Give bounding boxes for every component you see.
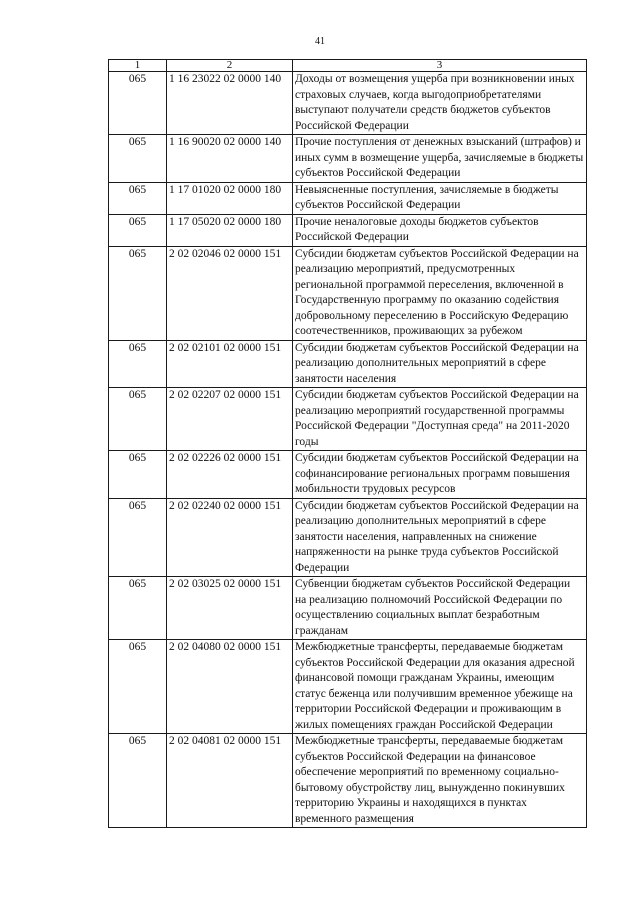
budget-code-cell: 1 16 23022 02 0000 140 — [167, 72, 293, 135]
admin-code-cell: 065 — [109, 135, 167, 183]
budget-code-cell: 1 17 01020 02 0000 180 — [167, 182, 293, 214]
income-name-cell: Субсидии бюджетам субъектов Российской Федерации на реализацию дополнительных мероприятий в сфере занятости населения, направленных на снижение напряженности на рынке труда субъектов Российской Федерации — [293, 498, 587, 577]
income-name-cell: Субвенции бюджетам субъектов Российской Федерации на реализацию полномочий Российской Федерации по осуществлению социальных выплат безработным гражданам — [293, 577, 587, 640]
page-number: 41 — [315, 36, 325, 47]
table-body — [109, 72, 587, 828]
table-header-row — [109, 60, 587, 72]
table-row — [109, 72, 587, 135]
admin-code-cell: 065 — [109, 72, 167, 135]
admin-code-cell: 065 — [109, 734, 167, 828]
budget-code-cell: 2 02 02207 02 0000 151 — [167, 388, 293, 451]
table-row — [109, 640, 587, 734]
admin-code-cell: 065 — [109, 577, 167, 640]
table-row — [109, 734, 587, 828]
income-name-cell: Прочие неналоговые доходы бюджетов субъектов Российской Федерации — [293, 214, 587, 246]
admin-code-cell: 065 — [109, 182, 167, 214]
income-name-cell: Субсидии бюджетам субъектов Российской Федерации на реализацию мероприятий государственной программы Российской Федерации "Доступная среда" на 2011-2020 годы — [293, 388, 587, 451]
admin-code-cell: 065 — [109, 451, 167, 499]
income-name-cell: Межбюджетные трансферты, передаваемые бюджетам субъектов Российской Федерации на финансовое обеспечение мероприятий по временному социально-бытовому обустройству лиц, вынужденно покинувших территорию Украины и находящихся в пунктах временного размещения — [293, 734, 587, 828]
budget-code-cell: 2 02 02046 02 0000 151 — [167, 246, 293, 340]
table-row — [109, 340, 587, 388]
budget-code-cell: 1 16 90020 02 0000 140 — [167, 135, 293, 183]
income-name-cell: Невыясненные поступления, зачисляемые в бюджеты субъектов Российской Федерации — [293, 182, 587, 214]
table-row — [109, 498, 587, 577]
admin-code-cell: 065 — [109, 340, 167, 388]
table-row — [109, 246, 587, 340]
table-row — [109, 214, 587, 246]
budget-code-cell: 2 02 03025 02 0000 151 — [167, 577, 293, 640]
table-row — [109, 135, 587, 183]
budget-code-cell: 1 17 05020 02 0000 180 — [167, 214, 293, 246]
table-row — [109, 451, 587, 499]
table-row — [109, 388, 587, 451]
budget-classification-table — [108, 59, 587, 828]
column-header-code: 2 — [167, 60, 293, 72]
admin-code-cell: 065 — [109, 214, 167, 246]
budget-code-cell: 2 02 02101 02 0000 151 — [167, 340, 293, 388]
column-header-name: 3 — [293, 60, 587, 72]
admin-code-cell: 065 — [109, 498, 167, 577]
income-name-cell: Субсидии бюджетам субъектов Российской Федерации на реализацию мероприятий, предусмотренных региональной программой переселения, включенной в Государственную программу по оказанию содействия добровольному переселению в Российскую Федерацию соотечественников, проживающих за рубежом — [293, 246, 587, 340]
budget-code-cell: 2 02 02240 02 0000 151 — [167, 498, 293, 577]
income-name-cell: Субсидии бюджетам субъектов Российской Федерации на реализацию дополнительных мероприятий в сфере занятости населения — [293, 340, 587, 388]
admin-code-cell: 065 — [109, 640, 167, 734]
income-name-cell: Субсидии бюджетам субъектов Российской Федерации на софинансирование региональных программ повышения мобильности трудовых ресурсов — [293, 451, 587, 499]
admin-code-cell: 065 — [109, 388, 167, 451]
income-name-cell: Доходы от возмещения ущерба при возникновении иных страховых случаев, когда выгодоприобретателями выступают получатели средств бюджетов субъектов Российской Федерации — [293, 72, 587, 135]
budget-code-cell: 2 02 04081 02 0000 151 — [167, 734, 293, 828]
budget-code-cell: 2 02 02226 02 0000 151 — [167, 451, 293, 499]
table-row — [109, 182, 587, 214]
income-name-cell: Межбюджетные трансферты, передаваемые бюджетам субъектов Российской Федерации для оказания адресной финансовой помощи гражданам Украины, имеющим статус беженца или получившим временное убежище на территории Российской Федерации и проживающим в жилых помещениях граждан Российской Федерации — [293, 640, 587, 734]
column-header-admin: 1 — [109, 60, 167, 72]
budget-code-cell: 2 02 04080 02 0000 151 — [167, 640, 293, 734]
income-name-cell: Прочие поступления от денежных взысканий (штрафов) и иных сумм в возмещение ущерба, зачисляемые в бюджеты субъектов Российской Федерации — [293, 135, 587, 183]
admin-code-cell: 065 — [109, 246, 167, 340]
table-row — [109, 577, 587, 640]
